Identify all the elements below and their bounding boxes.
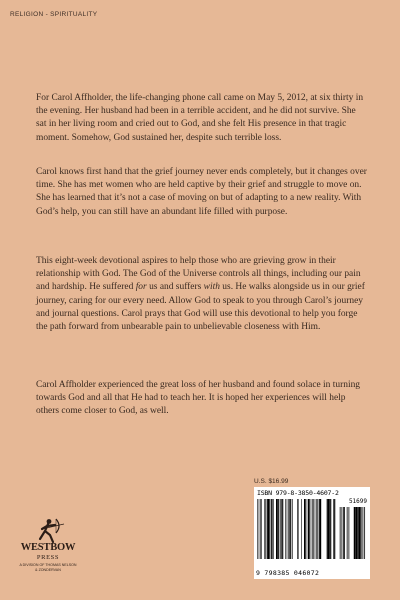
publisher-name: WESTBOW xyxy=(20,542,76,553)
barcode-bar xyxy=(335,499,336,559)
barcode-bar xyxy=(363,507,364,559)
barcode-bar xyxy=(288,499,289,559)
barcode-bar xyxy=(257,499,258,559)
barcode-addon-bars xyxy=(338,507,366,567)
category-label: RELIGION - SPIRITUALITY xyxy=(10,11,98,18)
blurb-text: us and suffers xyxy=(146,282,204,293)
barcode-bar xyxy=(320,499,321,559)
barcode-bar xyxy=(308,499,309,559)
barcode-bar xyxy=(297,499,298,559)
division-line-2: & ZONDERVAN xyxy=(35,567,61,572)
barcode-bar xyxy=(331,499,332,559)
barcode-bar xyxy=(267,499,268,559)
publisher-logo xyxy=(14,518,82,594)
barcode-bar xyxy=(283,499,284,559)
division-line-1: A DIVISION OF THOMAS NELSON xyxy=(19,563,77,567)
barcode-bar xyxy=(356,507,358,559)
barcode-bar xyxy=(347,507,348,559)
barcode-bar xyxy=(281,499,282,559)
barcode-bar xyxy=(260,499,261,559)
barcode-bar xyxy=(328,499,329,559)
barcode-bar xyxy=(279,499,280,559)
barcode-bar xyxy=(305,499,306,559)
barcode-bar xyxy=(268,499,269,559)
isbn-text: ISBN 979-8-3850-4607-2 xyxy=(257,489,339,497)
publisher-division xyxy=(14,563,82,572)
barcode-bar xyxy=(280,499,281,559)
emphasis-with: with xyxy=(203,282,220,293)
barcode-bar xyxy=(292,499,293,559)
barcode-bar xyxy=(309,499,310,559)
barcode-bar xyxy=(357,507,359,559)
barcode-bar xyxy=(342,507,343,559)
barcode-bar xyxy=(319,499,320,559)
barcode-bar xyxy=(269,499,270,559)
barcode-bar xyxy=(327,499,328,559)
barcode-bar xyxy=(287,499,288,559)
barcode-bar xyxy=(364,507,365,559)
barcode-bar xyxy=(349,507,350,559)
barcode-bar xyxy=(312,499,313,559)
barcode-bar xyxy=(291,499,292,559)
blurb-text: This eight-week devotional aspires to help those who are grieving grow in their relationship with God. The God of the Universe controls all things, including our pain and hardship. He suffered xyxy=(36,256,361,293)
barcode-bar xyxy=(340,507,341,559)
barcode-digits: 9 798385 046072 xyxy=(256,569,320,577)
barcode-bar xyxy=(354,507,356,559)
barcode-bar xyxy=(311,499,312,559)
barcode-bar xyxy=(361,507,362,559)
barcode-bar xyxy=(271,499,272,559)
barcode-bar xyxy=(301,499,302,559)
publisher-press: PRESS xyxy=(36,554,60,561)
barcode-bar xyxy=(265,499,266,559)
barcode-price-code: 51699 xyxy=(348,498,367,505)
blurb-paragraph-2: Carol knows first hand that the grief journey never ends completely, but it changes over time. She has met women who are held captive by their grief and struggle to move on. She has learned that it’s not a case of moving on but of adapting to a new reality. With God’s help, you can still have an abundant life filled with purpose. xyxy=(36,167,367,217)
barcode-bar xyxy=(343,507,345,559)
barcode-bar xyxy=(264,499,265,559)
blurb-paragraph-1: For Carol Affholder, the life-changing phone call came on May 5, 2012, at six thirty in the evening. Her husband had been in a terrible accident, and he did not survive. She sat in her living room and cried out to God, and she felt His presence in that tragic moment. Somehow, God sustained her, despite such terrible loss. xyxy=(36,93,364,143)
barcode-bar xyxy=(333,499,334,559)
barcode-bar xyxy=(272,499,273,559)
barcode-bar xyxy=(307,499,308,559)
barcode-bar xyxy=(317,499,318,559)
barcode-bar xyxy=(276,499,277,559)
barcode-bar xyxy=(273,499,274,559)
barcode-bar xyxy=(316,499,317,559)
archer-icon xyxy=(14,518,82,544)
barcode-bar xyxy=(359,507,361,559)
price-label: U.S. $16.99 xyxy=(254,478,289,485)
blurb-paragraph-3 xyxy=(36,255,368,334)
barcode-bar xyxy=(261,499,262,559)
barcode-bar xyxy=(277,499,278,559)
barcode-bar xyxy=(259,499,260,559)
isbn-barcode xyxy=(254,487,370,579)
emphasis-for: for xyxy=(135,282,147,293)
barcode-bar xyxy=(285,499,286,559)
blurb-text: us. He walks alongside us in our grief journey, caring for our every need. Allow God to speak to you through Carol’s journey and journal questions. Carol prays that God will use this devotional to help you forge the path forward from unbearable pain to unbelievable closeness with Him. xyxy=(36,282,365,333)
barcode-bar xyxy=(304,499,305,559)
barcode-bar xyxy=(315,499,316,559)
barcode-bar xyxy=(313,499,314,559)
barcode-bar xyxy=(329,499,330,559)
barcode-bar xyxy=(289,499,290,559)
author-bio: Carol Affholder experienced the great loss of her husband and found solace in turning towards God and all that He had to teach her. It is hoped her experiences will help others come closer to God, as well. xyxy=(36,380,361,417)
barcode-main-bars xyxy=(256,499,336,567)
